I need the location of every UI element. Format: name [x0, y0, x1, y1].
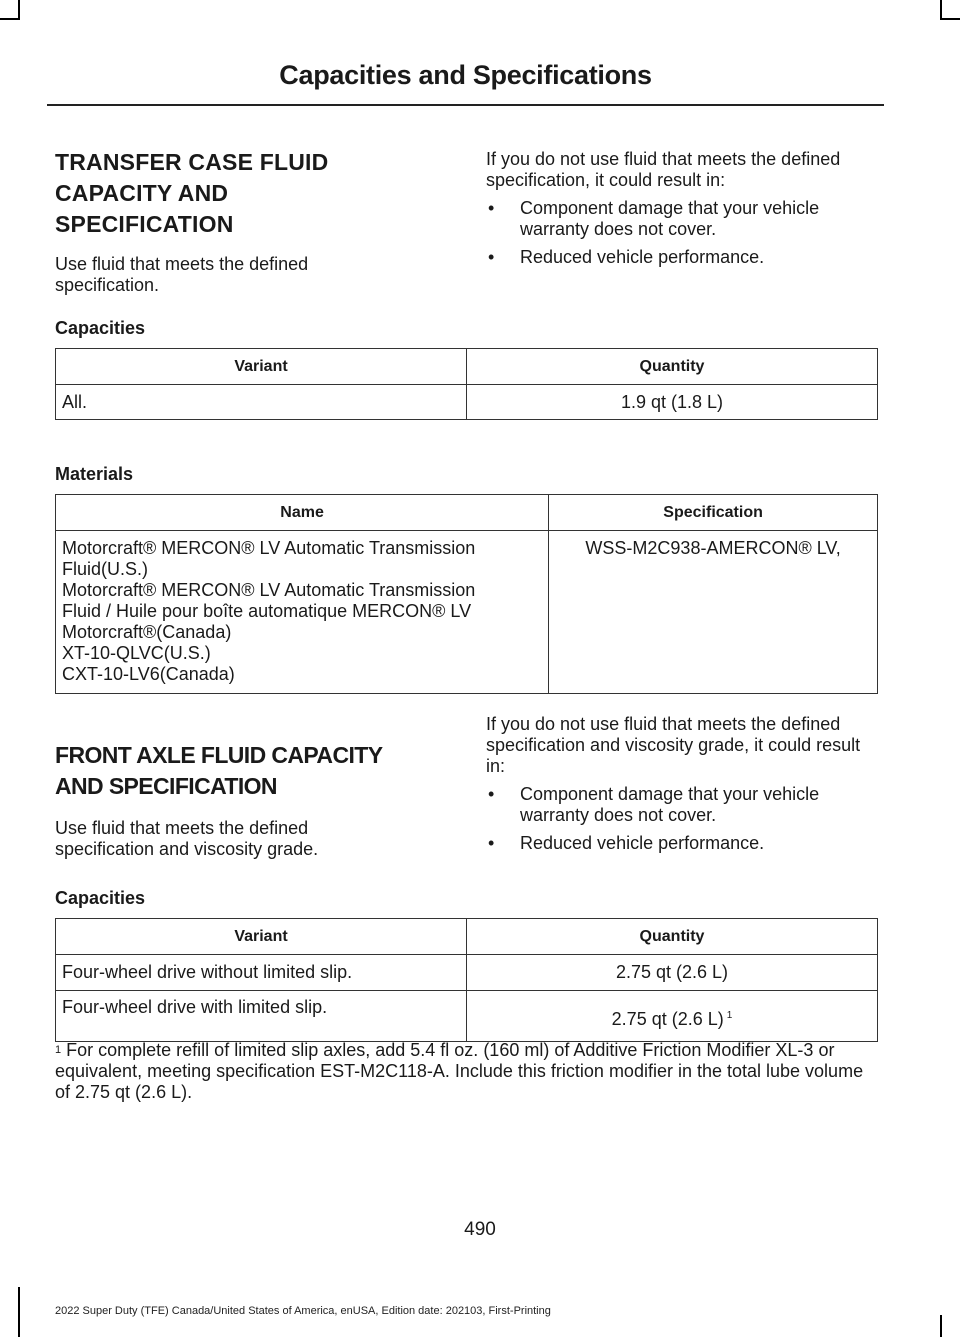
transfer-case-intro-column	[55, 147, 450, 296]
transfer-case-bullet-list	[486, 198, 881, 268]
quantity-cell: 1.9 qt (1.8 L)	[467, 385, 878, 420]
footnote-marker: 1	[55, 1044, 62, 1056]
transfer-case-materials-heading: Materials	[55, 464, 134, 484]
front-axle-title-line-1: FRONT AXLE FLUID CAPACITY	[55, 742, 383, 768]
footnote-reference: 1	[726, 1009, 733, 1021]
table-row	[56, 531, 878, 694]
bullet-text: Component damage that your vehicle warranty does not cover.	[520, 784, 820, 825]
list-item	[486, 198, 881, 240]
material-name-line: Motorcraft® MERCON® LV Automatic Transmission	[62, 538, 476, 558]
bullet-text: Reduced vehicle performance.	[520, 833, 765, 853]
transfer-case-title-line-2: CAPACITY AND	[55, 180, 229, 206]
crop-mark-top-left	[18, 0, 20, 20]
front-axle-warning-intro: If you do not use fluid that meets the defined specification and viscosity grade, it could result in:	[486, 714, 861, 776]
material-name-cell	[56, 531, 549, 694]
page-number: 490	[464, 1219, 496, 1240]
column-header-variant: Variant	[56, 919, 467, 955]
material-name-line: Fluid(U.S.)	[62, 559, 149, 579]
transfer-case-capacities-table	[55, 348, 878, 420]
crop-mark-top-right-h	[940, 18, 960, 20]
transfer-case-title-line-1: TRANSFER CASE FLUID	[55, 149, 329, 175]
material-specification-cell: WSS-M2C938-AMERCON® LV,	[549, 531, 878, 694]
page-footer: 2022 Super Duty (TFE) Canada/United States of America, enUSA, Edition date: 202103, First-Printing	[55, 1305, 551, 1317]
transfer-case-title	[55, 147, 450, 240]
transfer-case-intro: Use fluid that meets the defined specification.	[55, 254, 309, 295]
page-header-title: Capacities and Specifications	[279, 60, 652, 90]
column-header-specification: Specification	[549, 495, 878, 531]
material-name-line: Motorcraft® MERCON® LV Automatic Transmission	[62, 580, 476, 600]
front-axle-title	[55, 740, 450, 802]
bullet-text: Component damage that your vehicle warranty does not cover.	[520, 198, 820, 239]
material-name-line: XT-10-QLVC(U.S.)	[62, 643, 211, 663]
table-row	[56, 385, 878, 420]
header-rule	[47, 104, 884, 106]
front-axle-intro-column	[55, 740, 450, 860]
crop-mark-top-right	[940, 0, 942, 20]
material-name-line: Motorcraft®(Canada)	[62, 622, 232, 642]
material-name-line: CXT-10-LV6(Canada)	[62, 664, 235, 684]
variant-cell: Four-wheel drive without limited slip.	[56, 955, 467, 991]
bullet-text: Reduced vehicle performance.	[520, 247, 765, 267]
front-axle-capacities-heading: Capacities	[55, 888, 146, 908]
front-axle-title-line-2: AND SPECIFICATION	[55, 773, 277, 799]
front-axle-bullet-list	[486, 784, 881, 854]
table-row	[56, 991, 878, 1042]
transfer-case-materials-table	[55, 494, 878, 694]
front-axle-footnote	[55, 1040, 881, 1103]
table-header-row	[56, 495, 878, 531]
material-name-line: Fluid / Huile pour boîte automatique MERCON® LV	[62, 601, 472, 621]
transfer-case-title-line-3: SPECIFICATION	[55, 211, 234, 237]
quantity-cell: 2.75 qt (2.6 L)	[467, 955, 878, 991]
front-axle-capacities-table	[55, 918, 878, 1042]
crop-mark-bottom-right	[940, 1315, 942, 1337]
table-row	[56, 955, 878, 991]
variant-cell: All.	[56, 385, 467, 420]
transfer-case-warning-column	[486, 149, 881, 268]
table-header-row	[56, 919, 878, 955]
variant-cell: Four-wheel drive with limited slip.	[56, 991, 467, 1042]
bullet-icon: •	[488, 784, 495, 804]
front-axle-intro: Use fluid that meets the defined specification and viscosity grade.	[55, 818, 319, 859]
column-header-quantity: Quantity	[467, 349, 878, 385]
footnote-text: For complete refill of limited slip axles, add 5.4 fl oz. (160 ml) of Additive Friction Modifier XL-3 or equivalent, meeting specification EST-M2C118-A. Include this friction modifier in the total lube volume of 2.75 qt (2.6 L).	[55, 1040, 864, 1102]
quantity-cell	[467, 991, 878, 1042]
transfer-case-capacities-heading: Capacities	[55, 318, 146, 338]
column-header-quantity: Quantity	[467, 919, 878, 955]
crop-mark-top-left-h	[0, 18, 20, 20]
list-item	[486, 784, 881, 826]
quantity-value: 2.75 qt (2.6 L)	[611, 1008, 724, 1029]
bullet-icon: •	[488, 833, 495, 853]
bullet-icon: •	[488, 198, 495, 218]
bullet-icon: •	[488, 247, 495, 267]
transfer-case-warning-intro: If you do not use fluid that meets the defined specification, it could result in:	[486, 149, 841, 190]
column-header-variant: Variant	[56, 349, 467, 385]
column-header-name: Name	[56, 495, 549, 531]
list-item	[486, 833, 881, 854]
list-item	[486, 247, 881, 268]
crop-mark-bottom-left	[18, 1287, 20, 1337]
table-header-row	[56, 349, 878, 385]
front-axle-warning-column	[486, 714, 881, 854]
